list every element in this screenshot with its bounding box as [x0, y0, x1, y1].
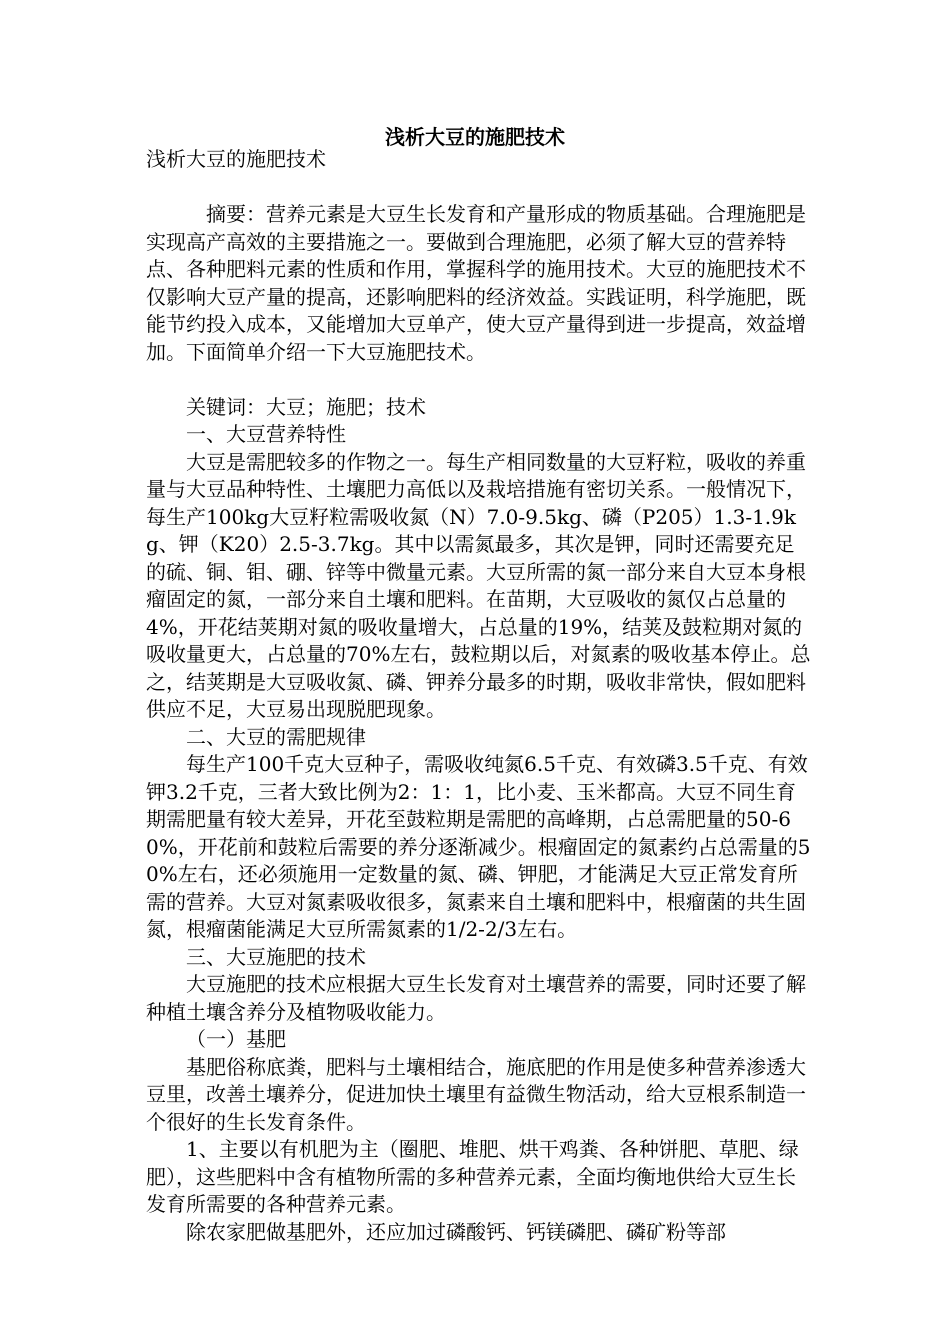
- abstract-paragraph: 摘要：营养元素是大豆生长发育和产量形成的物质基础。合理施肥是实现高产高效的主要措施之一。要做到合理施肥，必须了解大豆的营养特点、各种肥料元素的性质和作用，掌握科学的施用技术。大豆的施肥技术不仅影响大豆产量的提高，还影响肥料的经济效益。实践证明，科学施肥，既能节约投入成本，又能增加大豆单产，使大豆产量得到进一步提高，效益增加。下面简单介绍一下大豆施肥技术。: [146, 202, 806, 364]
- section2-paragraph: 每生产100千克大豆种子，需吸收纯氮6.5千克、有效磷3.5千克、有效钾3.2千克，三者大致比例为2：1：1，比小麦、玉米都高。大豆不同生育期需肥量有较大差异，开花至鼓粒期是需肥的高峰期，占总需肥量的50-60%，开花前和鼓粒后需要的养分逐渐减少。根瘤固定的氮素约占总需量的50%左右，还必须施用一定数量的氮、磷、钾肥，才能满足大豆正常发育所需的营养。大豆对氮素吸收很多，氮素来自土壤和肥料中，根瘤菌的共生固氮，根瘤菌能满足大豆所需氮素的1/2-2/3左右。: [146, 752, 811, 941]
- section3-paragraph: 大豆施肥的技术应根据大豆生长发育对土壤营养的需要，同时还要了解种植土壤含养分及植物吸收能力。: [146, 972, 806, 1024]
- section-heading-2: 二、大豆的需肥规律: [186, 724, 366, 749]
- document-title: 浅析大豆的施肥技术: [385, 125, 565, 149]
- subsection1-paragraph-3: 除农家肥做基肥外，还应加过磷酸钙、钙镁磷肥、磷矿粉等部: [186, 1219, 726, 1244]
- section1-paragraph: 大豆是需肥较多的作物之一。每生产相同数量的大豆籽粒，吸收的养重量与大豆品种特性、土壤肥力高低以及栽培措施有密切关系。一般情况下，每生产100kg大豆籽粒需吸收氮（N）7.0-9.5kg、磷（P205）1.3-1.9kg、钾（K20）2.5-3.7kg。其中以需氮最多，其次是钾，同时还需要充足的硫、铜、钼、硼、锌等中微量元素。大豆所需的氮一部分来自大豆本身根瘤固定的氮，一部分来自土壤和肥料。在苗期，大豆吸收的氮仅占总量的4%，开花结荚期对氮的吸收量增大，占总量的19%，结荚及鼓粒期对氮的吸收量更大，占总量的70%左右，鼓粒期以后，对氮素的吸收基本停止。总之，结荚期是大豆吸收氮、磷、钾养分最多的时期，吸收非常快，假如肥料供应不足，大豆易出现脱肥现象。: [146, 449, 811, 721]
- subsection1-paragraph-2: 1、主要以有机肥为主（圈肥、堆肥、烘干鸡粪、各种饼肥、草肥、绿肥），这些肥料中含有植物所需的多种营养元素，全面均衡地供给大豆生长发育所需要的各种营养元素。: [146, 1137, 799, 1216]
- section-heading-1: 一、大豆营养特性: [186, 422, 346, 446]
- document-body: [146, 146, 812, 1246]
- subsection-heading-1: （一）基肥: [186, 1027, 286, 1051]
- document-subtitle: 浅析大豆的施肥技术: [146, 147, 326, 171]
- section-heading-3: 三、大豆施肥的技术: [186, 944, 366, 969]
- subsection1-paragraph-1: 基肥俗称底粪，肥料与土壤相结合，施底肥的作用是使多种营养渗透大豆里，改善土壤养分，促进加快土壤里有益微生物活动，给大豆根系制造一个很好的生长发育条件。: [146, 1054, 806, 1134]
- keywords-line: 关键词：大豆；施肥；技术: [186, 394, 426, 419]
